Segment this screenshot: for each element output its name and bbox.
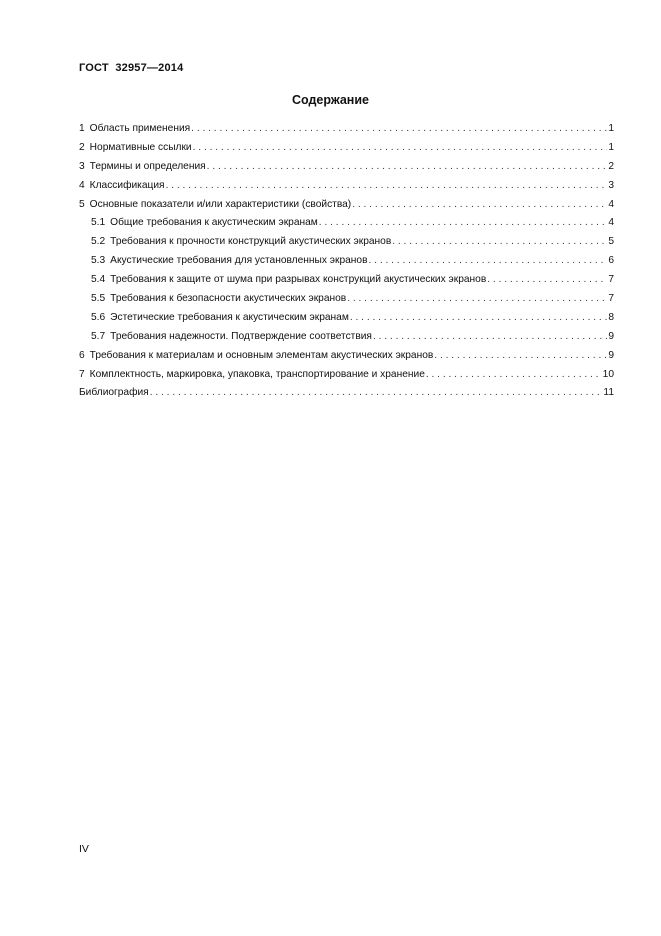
toc-entry-number: 5.2 [91, 236, 106, 248]
toc-subentry[interactable] [79, 271, 614, 290]
toc-entry-label: Общие требования к акустическим экранам [110, 217, 318, 229]
toc-entry-bibliography[interactable] [79, 384, 614, 403]
toc-entry-label: Требования к безопасности акустических экранов [110, 293, 347, 305]
toc-entry-label: Нормативные ссылки [89, 141, 192, 153]
toc-entry-page: 10 [602, 368, 614, 380]
toc-entry-page: 1 [608, 141, 614, 153]
toc-leader-dots [350, 309, 607, 328]
toc-entry-number: 5.4 [91, 274, 106, 286]
toc-entry-label: Эстетические требования к акустическим экранам [110, 311, 349, 323]
toc-entry-number: 4 [79, 179, 85, 191]
document-code: ГОСТ 32957—2014 [79, 62, 184, 74]
toc-entry-page: 9 [608, 330, 614, 342]
toc-entry-page: 4 [608, 217, 614, 229]
toc-entry-page: 6 [608, 255, 614, 267]
toc-leader-dots [426, 366, 602, 385]
toc-entry-number: 5.5 [91, 293, 106, 305]
toc-leader-dots [434, 347, 607, 366]
toc-subentry[interactable] [79, 290, 614, 309]
toc-entry-number: 5.1 [91, 217, 106, 229]
toc-subentry[interactable] [79, 252, 614, 271]
toc-entry-page: 11 [603, 387, 614, 399]
toc-entry[interactable] [79, 177, 614, 196]
toc-leader-dots [487, 271, 607, 290]
toc-entry[interactable] [79, 158, 614, 177]
toc-entry-label: Основные показатели и/или характеристики (свойства) [89, 198, 352, 210]
toc-entry[interactable] [79, 139, 614, 158]
toc-entry-number: 5.7 [91, 330, 106, 342]
toc-entry-label: Область применения [89, 123, 191, 134]
toc-subentry[interactable] [79, 328, 614, 347]
toc-entry-label: Комплектность, маркировка, упаковка, транспортирование и хранение [89, 368, 425, 380]
toc-leader-dots [207, 158, 608, 177]
toc-entry[interactable] [79, 366, 614, 385]
toc-leader-dots [150, 384, 603, 403]
toc-entry-number: 7 [79, 368, 85, 380]
toc-entry-page: 9 [608, 349, 614, 361]
toc-entry-label: Акустические требования для установленных экранов [110, 255, 368, 267]
toc-entry[interactable] [79, 120, 614, 139]
toc-entry-label: Требования к защите от шума при разрывах конструкций акустических экранов [110, 274, 487, 286]
toc-entry-number: 3 [79, 160, 85, 172]
toc-entry-label: Классификация [89, 179, 165, 191]
table-of-contents [79, 120, 614, 403]
toc-leader-dots [347, 290, 607, 309]
toc-subentry[interactable] [79, 309, 614, 328]
toc-leader-dots [193, 139, 608, 158]
toc-entry-page: 7 [608, 274, 614, 286]
toc-leader-dots [369, 252, 608, 271]
toc-leader-dots [373, 328, 607, 347]
toc-entry-page: 8 [608, 311, 614, 323]
toc-entry-number: 2 [79, 141, 85, 153]
toc-entry-number: 5.3 [91, 255, 106, 267]
toc-entry-page: 1 [608, 123, 614, 134]
toc-leader-dots [352, 196, 607, 215]
toc-leader-dots [392, 233, 607, 252]
toc-title: Содержание [291, 93, 369, 107]
toc-entry-number: 6 [79, 349, 85, 361]
toc-entry-page: 4 [608, 198, 614, 210]
toc-entry[interactable] [79, 347, 614, 366]
page-number: IV [79, 843, 89, 855]
toc-entry[interactable] [79, 196, 614, 215]
toc-leader-dots [191, 120, 607, 139]
toc-entry-page: 7 [608, 293, 614, 305]
toc-entry-label: Требования к материалам и основным элементам акустических экранов [89, 349, 434, 361]
toc-subentry[interactable] [79, 233, 614, 252]
toc-entry-number: 5.6 [91, 311, 106, 323]
toc-entry-number: 1 [79, 123, 85, 134]
toc-entry-label: Библиография [79, 387, 149, 399]
toc-entry-page: 3 [608, 179, 614, 191]
toc-entry-label: Требования к прочности конструкций акустических экранов [110, 236, 392, 248]
toc-entry-page: 5 [608, 236, 614, 248]
toc-subentry[interactable] [79, 214, 614, 233]
toc-leader-dots [319, 214, 608, 233]
toc-leader-dots [166, 177, 608, 196]
toc-entry-label: Требования надежности. Подтверждение соответствия [110, 330, 372, 342]
toc-entry-label: Термины и определения [89, 160, 206, 172]
toc-entry-number: 5 [79, 198, 85, 210]
toc-entry-page: 2 [608, 160, 614, 172]
